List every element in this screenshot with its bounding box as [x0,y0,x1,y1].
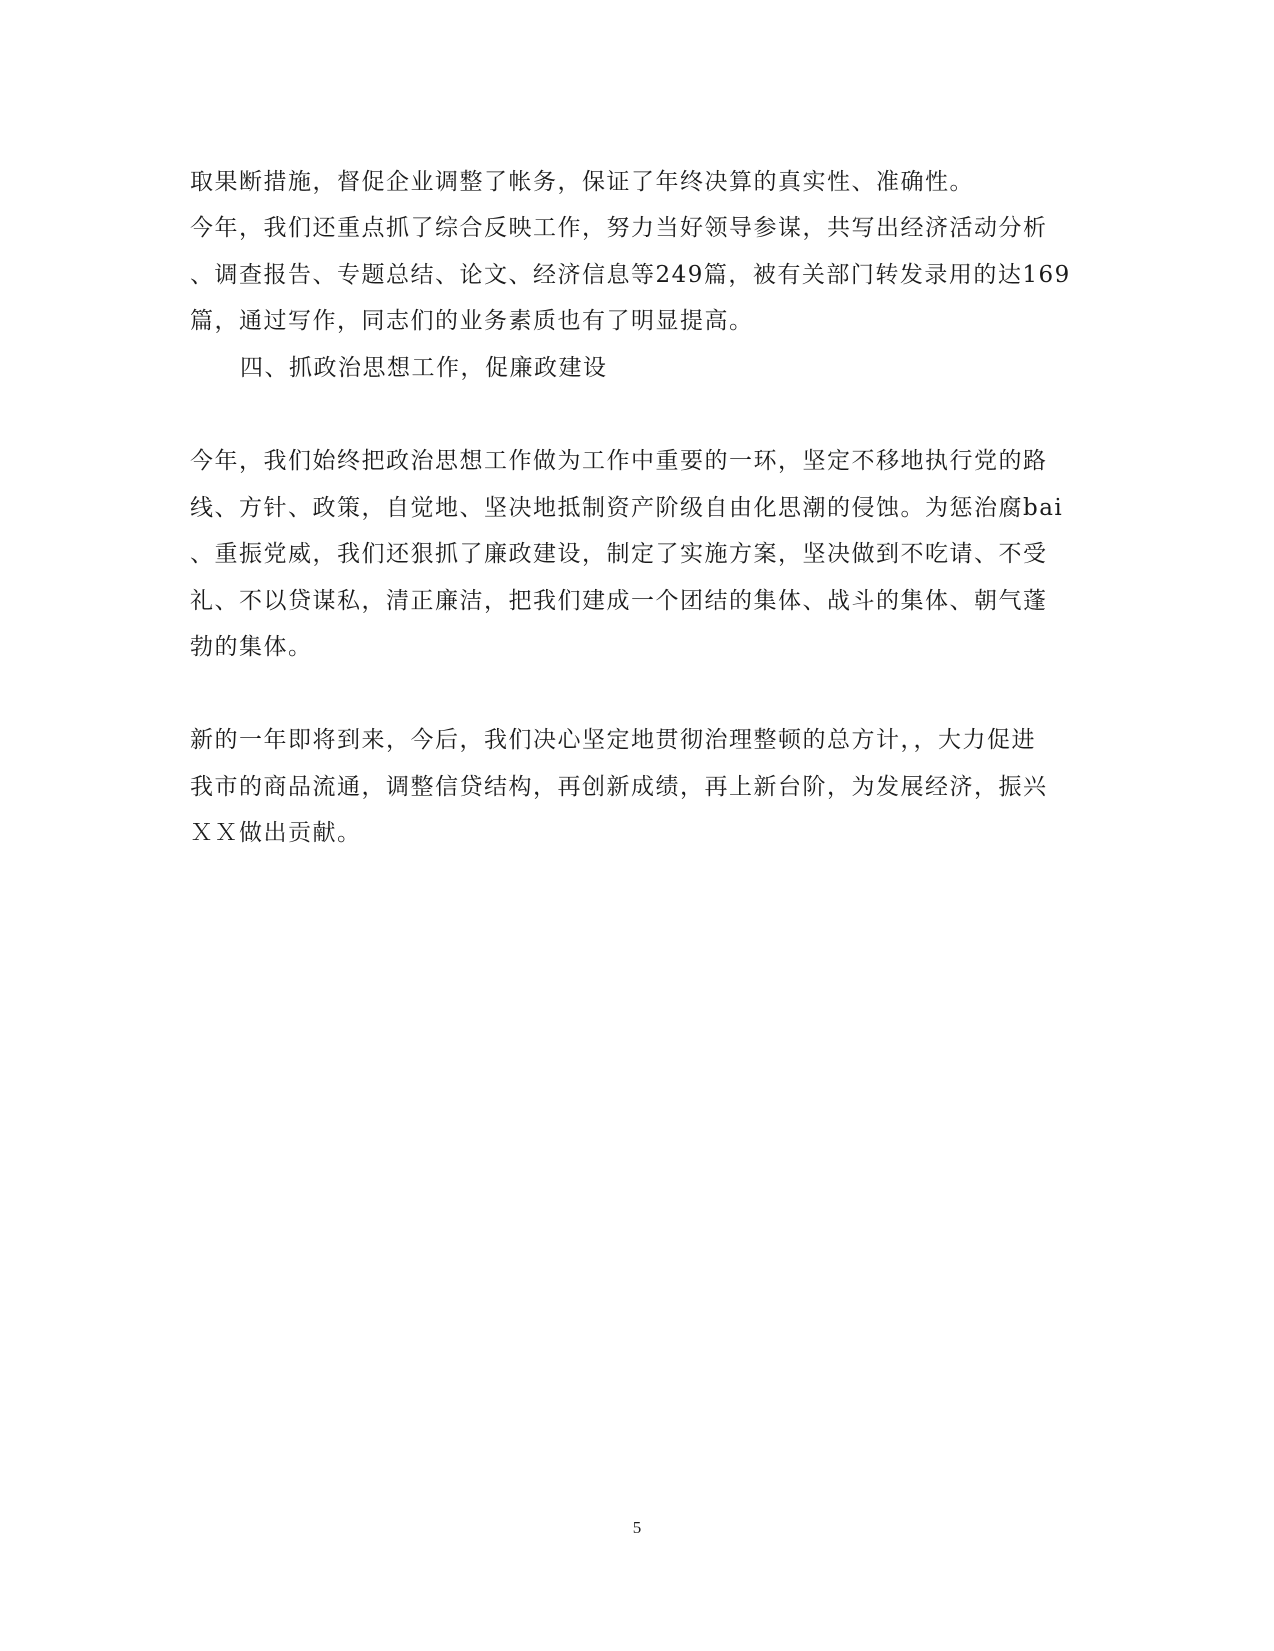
paragraph-line: 、重振党威，我们还狠抓了廉政建设，制定了实施方案，坚决做到不吃请、不受 [190,541,1048,567]
paragraph-line: ＸＸ做出贡献。 [190,820,362,846]
paragraph-line: 勃的集体。 [190,634,313,660]
paragraph-line: 礼、不以贷谋私，清正廉洁，把我们建成一个团结的集体、战斗的集体、朝气蓬 [190,588,1048,614]
paragraph-line: 我市的商品流通，调整信贷结构，再创新成绩，再上新台阶，为发展经济，振兴 [190,774,1048,800]
section-heading: 四、抓政治思想工作，促廉政建设 [240,355,608,381]
paragraph-line: 、调查报告、专题总结、论文、经济信息等249篇，被有关部门转发录用的达169 [190,262,1071,288]
paragraph-line: 取果断措施，督促企业调整了帐务，保证了年终决算的真实性、准确性。 [190,169,974,195]
paragraph-line: 篇，通过写作，同志们的业务素质也有了明显提高。 [190,308,754,334]
paragraph-line: 今年，我们始终把政治思想工作做为工作中重要的一环，坚定不移地执行党的路 [190,448,1048,474]
paragraph-line: 今年，我们还重点抓了综合反映工作，努力当好领导参谋，共写出经济活动分析 [190,215,1048,241]
paragraph-line: 线、方针、政策，自觉地、坚决地抵制资产阶级自由化思潮的侵蚀。为惩治腐bai [190,495,1064,521]
page-number: 5 [632,1518,642,1537]
paragraph-line: 新的一年即将到来，今后，我们决心坚定地贯彻治理整顿的总方计，，大力促进 [190,727,1036,753]
